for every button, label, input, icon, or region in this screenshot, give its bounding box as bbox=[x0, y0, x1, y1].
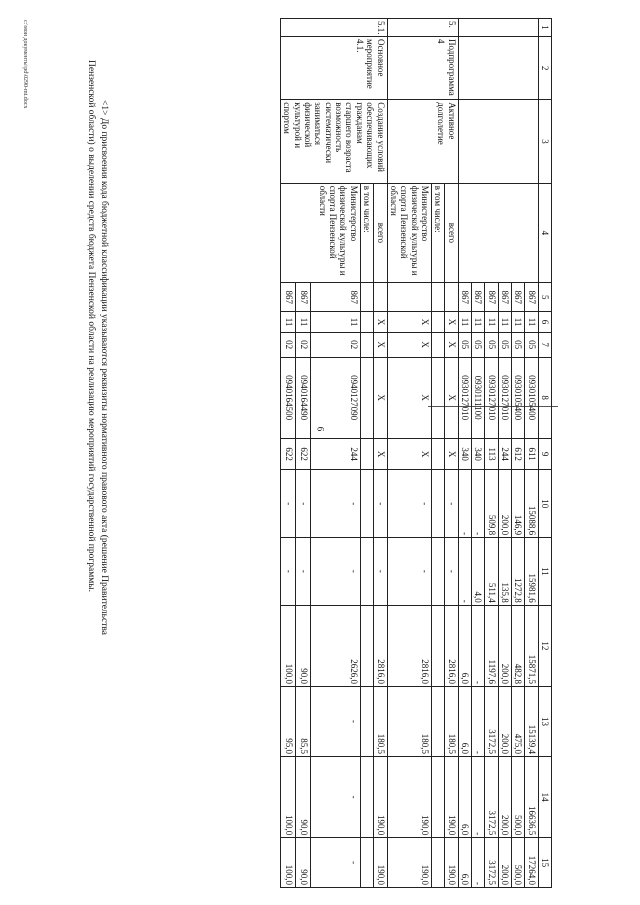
cell-target-item: 0930111100 bbox=[471, 357, 484, 438]
cell-value: 3172,5 bbox=[485, 756, 498, 837]
cell-value: 2816,0 bbox=[374, 605, 387, 686]
cell-program bbox=[458, 37, 538, 100]
cell-program: Основное мероприятие 4.1. bbox=[281, 37, 387, 100]
cell-number: 5. bbox=[387, 19, 458, 37]
cell-executor: Министерство физической культуры и спорта Пензенской области bbox=[281, 183, 361, 282]
cell-section: 11 bbox=[310, 312, 360, 332]
cell-value: 180,5 bbox=[445, 687, 458, 757]
cell-value: 500,0 bbox=[511, 838, 524, 888]
cell-grbs bbox=[374, 283, 387, 312]
cell-value: 90,0 bbox=[295, 838, 310, 888]
cell-executor: Министерство физической культуры и спорта Пензенской области bbox=[387, 183, 431, 282]
cell-value: 6,0 bbox=[458, 756, 471, 837]
cell-grbs bbox=[387, 283, 431, 312]
cell-value: - bbox=[471, 838, 484, 888]
cell-section: 11 bbox=[458, 312, 471, 332]
cell-value: - bbox=[374, 470, 387, 538]
cell-subsection: 02 bbox=[295, 332, 310, 357]
cell-program: Подпрограмма 4 bbox=[387, 37, 458, 100]
cell-value: 100,0 bbox=[281, 838, 296, 888]
cell-value bbox=[360, 838, 373, 888]
cell-expense-type: 244 bbox=[498, 438, 511, 470]
cell-activity: Создание условий обеспечивающих гражданам старшего возраста возможность систематически заниматься физической культурой и спортом bbox=[281, 100, 387, 184]
cell-grbs: 867 bbox=[310, 283, 360, 312]
cell-subsection: 05 bbox=[498, 332, 511, 357]
cell-value: 190,0 bbox=[445, 756, 458, 837]
cell-section bbox=[360, 312, 373, 332]
cell-grbs: 867 bbox=[511, 283, 524, 312]
cell-value: 1197,6 bbox=[485, 605, 498, 686]
cell-subsection: X bbox=[445, 332, 458, 357]
column-number: 12 bbox=[538, 605, 551, 686]
cell-section: 11 bbox=[525, 312, 538, 332]
cell-value: - bbox=[310, 838, 360, 888]
cell-value: 3172,5 bbox=[485, 838, 498, 888]
cell-value: - bbox=[471, 605, 484, 686]
cell-activity bbox=[458, 100, 538, 184]
cell-expense-type: X bbox=[374, 438, 387, 470]
cell-value: 190,0 bbox=[387, 838, 431, 888]
cell-value: 90,0 bbox=[295, 605, 310, 686]
cell-subsection: 05 bbox=[485, 332, 498, 357]
cell-target-item: 0940164490 bbox=[295, 357, 310, 438]
table-row bbox=[525, 19, 538, 888]
cell-value: - bbox=[374, 538, 387, 606]
cell-value bbox=[431, 756, 444, 837]
column-number: 11 bbox=[538, 538, 551, 606]
cell-target-item: 0930127010 bbox=[498, 357, 511, 438]
cell-value: 500,0 bbox=[511, 756, 524, 837]
cell-section: X bbox=[374, 312, 387, 332]
cell-value: 90,0 bbox=[295, 756, 310, 837]
cell-value: - bbox=[445, 470, 458, 538]
cell-section: 11 bbox=[295, 312, 310, 332]
cell-target-item: 0930127010 bbox=[458, 357, 471, 438]
cell-value bbox=[431, 838, 444, 888]
cell-value: 95,0 bbox=[281, 687, 296, 757]
table-row bbox=[445, 19, 458, 888]
cell-value: - bbox=[281, 470, 296, 538]
column-number: 10 bbox=[538, 470, 551, 538]
cell-expense-type: 611 bbox=[525, 438, 538, 470]
cell-subsection: 02 bbox=[281, 332, 296, 357]
cell-grbs: 867 bbox=[485, 283, 498, 312]
cell-subsection: 02 bbox=[310, 332, 360, 357]
cell-target-item: 0930127010 bbox=[485, 357, 498, 438]
cell-value: 146,9 bbox=[511, 470, 524, 538]
cell-grbs: 867 bbox=[295, 283, 310, 312]
cell-value: 200,0 bbox=[498, 687, 511, 757]
cell-value: - bbox=[471, 756, 484, 837]
cell-subsection: X bbox=[387, 332, 431, 357]
cell-subsection bbox=[431, 332, 444, 357]
column-number: 6 bbox=[538, 312, 551, 332]
cell-subsection: 05 bbox=[458, 332, 471, 357]
column-number: 13 bbox=[538, 687, 551, 757]
cell-value: 190,0 bbox=[374, 756, 387, 837]
cell-value: 200,0 bbox=[498, 838, 511, 888]
cell-value: 15139,4 bbox=[525, 687, 538, 757]
cell-executor: в том числе: bbox=[360, 183, 373, 282]
cell-value: - bbox=[295, 538, 310, 606]
cell-expense-type: 340 bbox=[458, 438, 471, 470]
cell-target-item bbox=[431, 357, 444, 438]
cell-section bbox=[431, 312, 444, 332]
column-number: 7 bbox=[538, 332, 551, 357]
cell-value: 2816,0 bbox=[387, 605, 431, 686]
cell-value bbox=[360, 538, 373, 606]
cell-value bbox=[431, 605, 444, 686]
cell-value: - bbox=[471, 687, 484, 757]
cell-subsection: 05 bbox=[511, 332, 524, 357]
cell-grbs: 867 bbox=[498, 283, 511, 312]
cell-value: 6,0 bbox=[458, 687, 471, 757]
cell-value: 100,0 bbox=[281, 756, 296, 837]
cell-value: - bbox=[445, 538, 458, 606]
cell-expense-type: 244 bbox=[310, 438, 360, 470]
cell-target-item: 0930105400 bbox=[511, 357, 524, 438]
footnote-line: <1> До присвоения кода бюджетной классификации указываются реквизиты нормативного правового акта (решение Правительства bbox=[99, 100, 109, 635]
cell-value: 15088,6 bbox=[525, 470, 538, 538]
cell-value: 180,5 bbox=[387, 687, 431, 757]
cell-value: 3172,5 bbox=[485, 687, 498, 757]
cell-grbs bbox=[431, 283, 444, 312]
column-number: 8 bbox=[538, 357, 551, 438]
cell-value: 2626,0 bbox=[310, 605, 360, 686]
cell-target-item: X bbox=[374, 357, 387, 438]
cell-value: - bbox=[471, 470, 484, 538]
cell-expense-type bbox=[431, 438, 444, 470]
budget-table bbox=[280, 18, 552, 888]
cell-grbs bbox=[445, 283, 458, 312]
cell-value: - bbox=[281, 538, 296, 606]
cell-executor: всего bbox=[374, 183, 387, 282]
file-path: c:\мои документы\pd\0290-mt.docx bbox=[22, 20, 28, 109]
footnote bbox=[84, 60, 110, 860]
cell-value: - bbox=[310, 538, 360, 606]
cell-value: 4,0 bbox=[471, 538, 484, 606]
cell-target-item: X bbox=[387, 357, 431, 438]
cell-section: 11 bbox=[281, 312, 296, 332]
cell-grbs: 867 bbox=[281, 283, 296, 312]
cell-value: 15981,6 bbox=[525, 538, 538, 606]
cell-value: 16636,5 bbox=[525, 756, 538, 837]
cell-target-item bbox=[360, 357, 373, 438]
cell-value: - bbox=[387, 470, 431, 538]
column-number: 1 bbox=[538, 19, 551, 37]
column-number: 15 bbox=[538, 838, 551, 888]
table-row bbox=[374, 19, 387, 888]
cell-value: 100,0 bbox=[281, 605, 296, 686]
cell-value: 475,0 bbox=[511, 687, 524, 757]
column-number: 3 bbox=[538, 100, 551, 184]
cell-section: 11 bbox=[511, 312, 524, 332]
cell-target-item: 0930105400 bbox=[525, 357, 538, 438]
cell-section: 11 bbox=[471, 312, 484, 332]
cell-target-item: X bbox=[445, 357, 458, 438]
cell-expense-type: 113 bbox=[485, 438, 498, 470]
cell-value bbox=[360, 756, 373, 837]
cell-value: 85,5 bbox=[295, 687, 310, 757]
cell-value: 190,0 bbox=[374, 838, 387, 888]
cell-expense-type bbox=[360, 438, 373, 470]
cell-value: - bbox=[458, 470, 471, 538]
cell-subsection: 05 bbox=[471, 332, 484, 357]
cell-executor: в том числе: bbox=[431, 183, 444, 282]
cell-value: 6,0 bbox=[458, 838, 471, 888]
cell-value: 2816,0 bbox=[445, 605, 458, 686]
cell-value: 482,8 bbox=[511, 605, 524, 686]
cell-number bbox=[458, 19, 538, 37]
cell-value bbox=[431, 687, 444, 757]
cell-value: 200,0 bbox=[498, 605, 511, 686]
cell-value: - bbox=[387, 538, 431, 606]
cell-grbs: 867 bbox=[458, 283, 471, 312]
cell-value: - bbox=[295, 470, 310, 538]
column-number: 2 bbox=[538, 37, 551, 100]
cell-value: 200,0 bbox=[498, 756, 511, 837]
cell-expense-type: 622 bbox=[295, 438, 310, 470]
cell-value: 6,0 bbox=[458, 605, 471, 686]
cell-value: - bbox=[310, 756, 360, 837]
cell-grbs: 867 bbox=[525, 283, 538, 312]
cell-number: 5.1. bbox=[281, 19, 387, 37]
cell-value: - bbox=[458, 538, 471, 606]
cell-value: 15871,5 bbox=[525, 605, 538, 686]
cell-value: 190,0 bbox=[445, 838, 458, 888]
column-number: 9 bbox=[538, 438, 551, 470]
cell-expense-type: X bbox=[445, 438, 458, 470]
cell-section: 11 bbox=[498, 312, 511, 332]
cell-value bbox=[431, 538, 444, 606]
cell-value: 511,4 bbox=[485, 538, 498, 606]
cell-executor: всего bbox=[445, 183, 458, 282]
cell-value: 17264,0 bbox=[525, 838, 538, 888]
cell-value: - bbox=[310, 470, 360, 538]
cell-section: 11 bbox=[485, 312, 498, 332]
cell-value bbox=[360, 470, 373, 538]
cell-target-item: 0940164500 bbox=[281, 357, 296, 438]
cell-value: 200,0 bbox=[498, 470, 511, 538]
cell-expense-type: 340 bbox=[471, 438, 484, 470]
cell-value bbox=[360, 687, 373, 757]
cell-value bbox=[360, 605, 373, 686]
cell-value: 509,8 bbox=[485, 470, 498, 538]
cell-value: 190,0 bbox=[387, 756, 431, 837]
cell-value: 1272,8 bbox=[511, 538, 524, 606]
cell-value: 135,8 bbox=[498, 538, 511, 606]
column-number: 14 bbox=[538, 756, 551, 837]
cell-grbs bbox=[360, 283, 373, 312]
column-number: 4 bbox=[538, 183, 551, 282]
footnote-line: Пензенской области) о выделении средств бюджета Пензенской области на реализацию мероприятий государственной программы. bbox=[86, 60, 97, 593]
cell-subsection: X bbox=[374, 332, 387, 357]
cell-subsection bbox=[360, 332, 373, 357]
cell-expense-type: 612 bbox=[511, 438, 524, 470]
column-number: 5 bbox=[538, 283, 551, 312]
cell-grbs: 867 bbox=[471, 283, 484, 312]
cell-expense-type: X bbox=[387, 438, 431, 470]
cell-section: X bbox=[445, 312, 458, 332]
page-number: 6 bbox=[315, 426, 326, 432]
cell-value: - bbox=[310, 687, 360, 757]
cell-value bbox=[431, 470, 444, 538]
cell-executor bbox=[458, 183, 538, 282]
cell-section: X bbox=[387, 312, 431, 332]
cell-target-item: 0940127090 bbox=[310, 357, 360, 438]
cell-value: 180,5 bbox=[374, 687, 387, 757]
cell-subsection: 05 bbox=[525, 332, 538, 357]
column-number-row bbox=[538, 19, 551, 888]
cell-activity: Активное долголетие bbox=[387, 100, 458, 184]
cell-expense-type: 622 bbox=[281, 438, 296, 470]
